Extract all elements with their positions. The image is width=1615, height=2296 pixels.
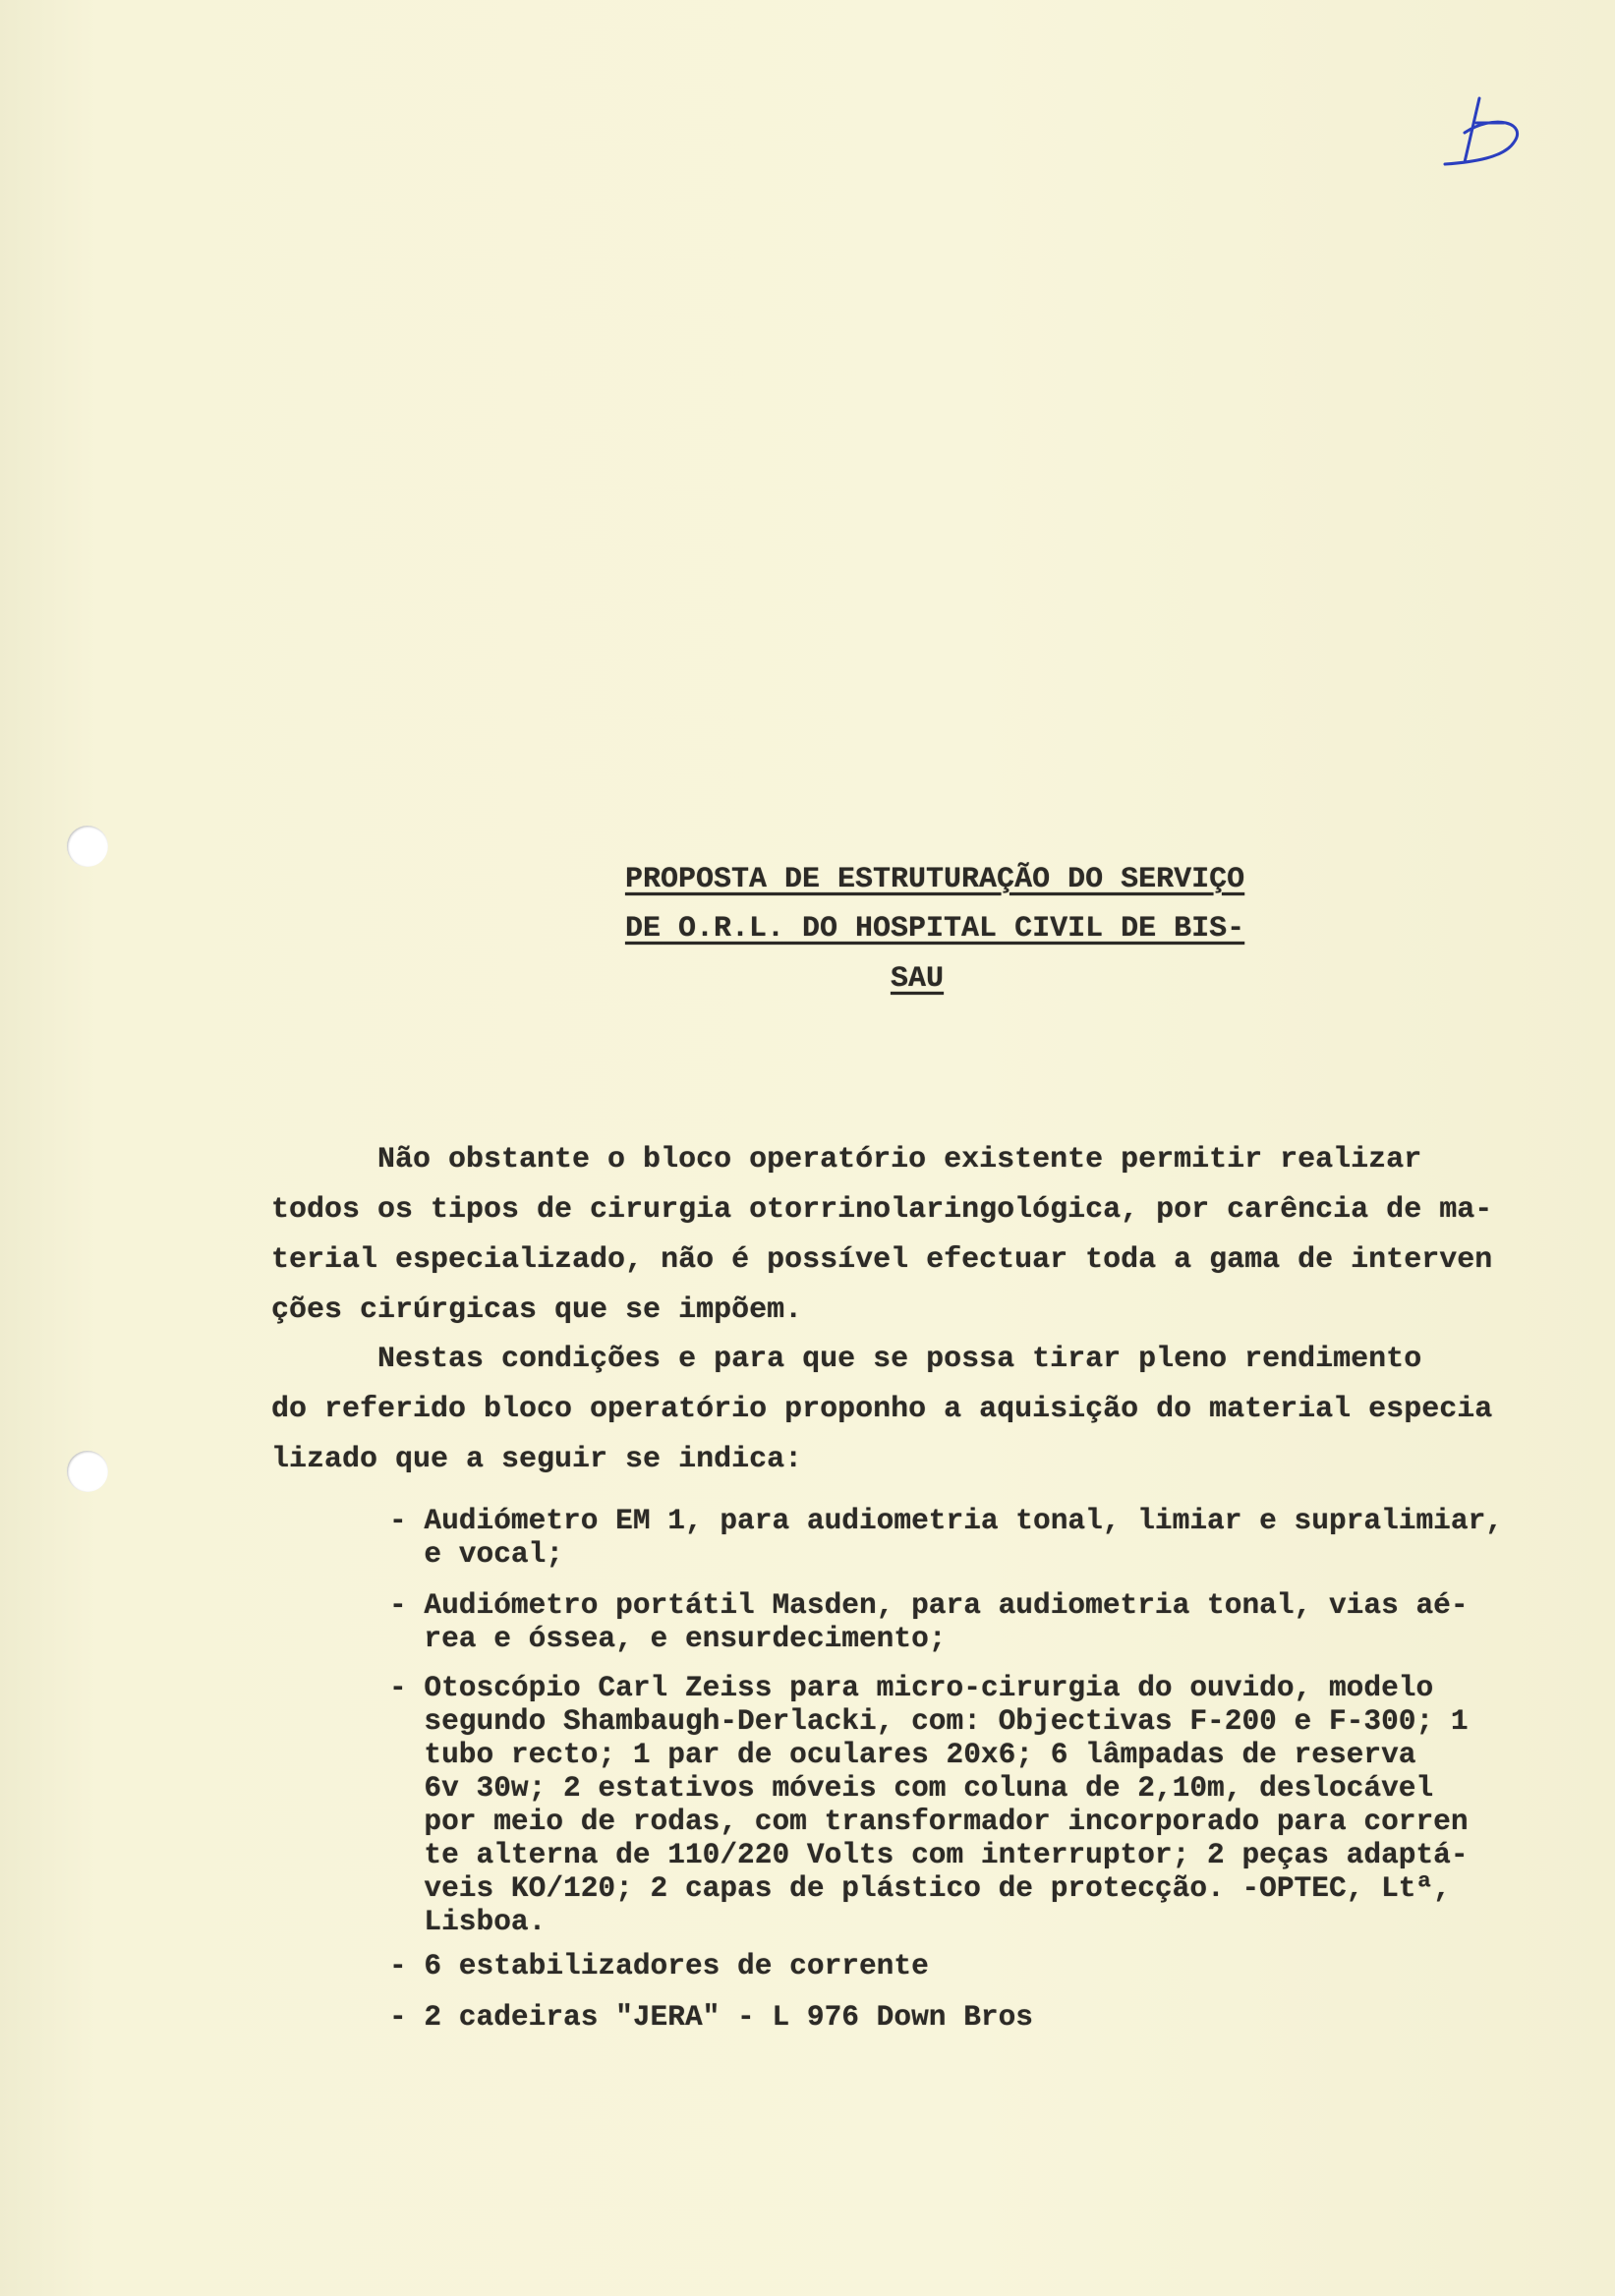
list-item-line: segundo Shambaugh-Derlacki, com: Objectivas F-200 e F-300; 1 bbox=[389, 1704, 1469, 1738]
title-line: DE O.R.L. DO HOSPITAL CIVIL DE BIS- bbox=[625, 912, 1245, 946]
list-item-line: rea e óssea, e ensurdecimento; bbox=[389, 1622, 947, 1655]
punch-hole-bottom bbox=[67, 1451, 108, 1492]
text-line: do referido bloco operatório proponho a aquisição do material especia bbox=[271, 1393, 1493, 1426]
punch-hole-top bbox=[67, 826, 108, 867]
title-line: PROPOSTA DE ESTRUTURAÇÃO DO SERVIÇO bbox=[625, 863, 1245, 896]
handwritten-initial-mark bbox=[1435, 93, 1533, 172]
title-line: SAU bbox=[891, 962, 945, 996]
list-item-line: - Audiómetro EM 1, para audiometria tonal, limiar e supralimiar, bbox=[389, 1504, 1503, 1537]
text-line: lizado que a seguir se indica: bbox=[271, 1443, 803, 1476]
list-item-line: - Audiómetro portátil Masden, para audiometria tonal, vias aé- bbox=[389, 1588, 1469, 1622]
list-item-line: te alterna de 110/220 Volts com interruptor; 2 peças adaptá- bbox=[389, 1838, 1469, 1871]
text-line: terial especializado, não é possível efectuar toda a gama de interven bbox=[271, 1243, 1493, 1277]
text-line: Nestas condições e para que se possa tirar pleno rendimento bbox=[271, 1343, 1422, 1376]
list-item-line: tubo recto; 1 par de oculares 20x6; 6 lâmpadas de reserva bbox=[389, 1738, 1416, 1771]
text-line: todos os tipos de cirurgia otorrinolaringológica, por carência de ma- bbox=[271, 1193, 1493, 1227]
list-item-line: - 6 estabilizadores de corrente bbox=[389, 1949, 929, 1982]
list-item-line: Lisboa. bbox=[389, 1905, 547, 1938]
text-line: Não obstante o bloco operatório existente permitir realizar bbox=[271, 1143, 1422, 1177]
list-item-line: veis KO/120; 2 capas de plástico de protecção. -OPTEC, Ltª, bbox=[389, 1871, 1451, 1905]
list-item-line: - 2 cadeiras "JERA" - L 976 Down Bros bbox=[389, 2000, 1034, 2034]
text-line: ções cirúrgicas que se impõem. bbox=[271, 1293, 803, 1327]
list-item-line: 6v 30w; 2 estativos móveis com coluna de 2,10m, deslocável bbox=[389, 1771, 1434, 1805]
list-item-line: e vocal; bbox=[389, 1537, 564, 1571]
list-item-line: por meio de rodas, com transformador incorporado para corren bbox=[389, 1805, 1469, 1838]
list-item-line: - Otoscópio Carl Zeiss para micro-cirurgia do ouvido, modelo bbox=[389, 1671, 1434, 1704]
